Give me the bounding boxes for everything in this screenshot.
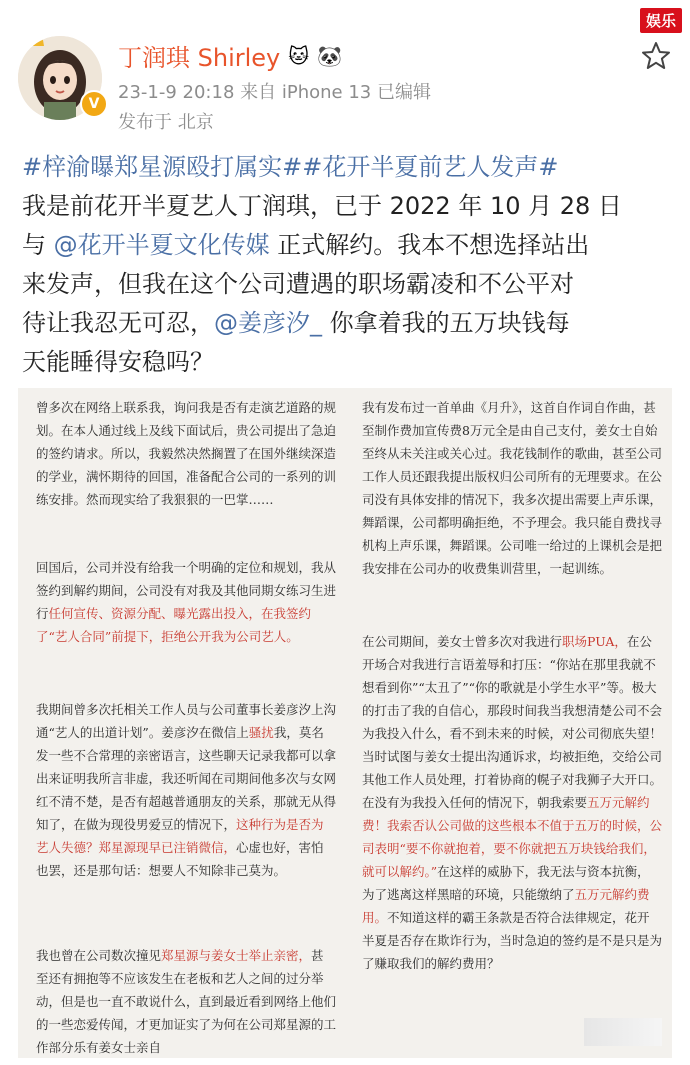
letter-paragraph (362, 396, 662, 580)
letter-highlight: 任何宣传、资源分配、曝光露出投入，在我签约了“艺人合同”前提下，拒绝公开我为公司艺人。 (36, 606, 312, 644)
letter-text: 我，莫名发一些不合常理的亲密语言，这些聊天记录我都可以拿出来证明我所言非虚，我还听闻在司期间他多次与女网红不清不楚，是否有超越普通朋友的关系，那就无从得知了，在做为现役男爱豆的情况下， (36, 725, 337, 832)
post-meta: 23-1-9 20:18 来自 iPhone 13 已编辑 (118, 82, 431, 103)
letter-text: 不知道这样的霸王条款是否符合法律规定，花开半夏是否存在欺诈行为，当时急迫的签约是不是只是为了赚取我们的解约费用？ (362, 910, 663, 971)
mention-link[interactable]: @姜彦汐_ (214, 309, 322, 337)
post-location: 发布于 北京 (118, 112, 214, 133)
letter-paragraph (36, 944, 336, 1058)
letter-text: 我也曾在公司数次撞见 (36, 948, 162, 963)
letter-text: 回国后，公司并没有给我一个明确的定位和规划，我从签约到解约期间，公司没有对我及其他同期女练习生进行 (36, 560, 337, 621)
letter-text: 我有发布过一首单曲《月升》，这首自作词自作曲，甚至制作费加宣传费8万元全是由自己支付，姜女士自始至终从未关注或关心过。我花钱制作的歌曲，甚至公司工作人员还跟我提出版权归公司所有的无理要求。在公司没有具体安排的情况下，我多次提出需要上声乐课，舞蹈课，公司都明确拒绝，不予理会。我只能自费找寻机构上声乐课，舞蹈课。公司唯一给过的上课机会是把我安排在公司办的收费集训营里，一起训练。 (362, 400, 663, 576)
hashtag-link[interactable]: #梓渝曝郑星源殴打属实##花开半夏前艺人发声# (22, 153, 559, 181)
post-text: 你拿着我的五万块钱每 (322, 309, 570, 337)
mention-link[interactable]: @花开半夏文化传媒 (53, 231, 270, 259)
channel-badge: 娱乐 (640, 8, 682, 33)
letter-paragraph (36, 698, 336, 882)
letter-text: 在公开场合对我进行言语羞辱和打压：“你站在那里我就不想看到你”“太丑了”“你的歌就是小学生水平”等。极大的打击了我的自信心，那段时间我当我想清楚公司不会为我投入什么，看不到未来的时候，对公司彻底失望！当时试图与姜女士提出沟通诉求，均被拒绝，交给公司其他工作人员处理，打着协商的幌子对我狮子大开口。在没有为我投入任何的情况下，朝我索要 (362, 634, 663, 810)
post-body (22, 148, 668, 382)
name-row (118, 38, 342, 73)
post-header (18, 28, 672, 138)
letter-paragraph (362, 630, 662, 975)
letter-text: 曾多次在网络上联系我，询问我是否有走演艺道路的规划。在本人通过线上及线下面试后，贵公司提出了急迫的签约请求。所以，我毅然决然搁置了在国外继续深造的学业，满怀期待的回国，准备配合公司的一系列的训练安排。然而现实给了我狠狠的一巴掌…… (36, 400, 337, 507)
letter-highlight: 五万元解约费！我索否认公司做的这些根本不值于五万的时候，公司表明“要不你就抱着，要不你就把五万块钱给我们，就可以解约。” (362, 795, 663, 879)
letter-highlight: 骚扰 (248, 725, 274, 740)
letter-highlight: 这种行为是否为艺人失德？郑星源现早已注销微信， (36, 817, 324, 855)
favorite-star-icon[interactable] (640, 40, 672, 72)
user-name[interactable]: 丁润琪 Shirley (118, 44, 281, 72)
post-line: 来发声，但我在这个公司遭遇的职场霸凌和不公平对 (22, 270, 574, 298)
letter-highlight: 郑星源与姜女士举止亲密， (161, 948, 312, 963)
letter-image[interactable] (18, 388, 672, 1058)
letter-highlight: 职场PUA， (562, 634, 627, 649)
post-text: 待让我忍无可忍， (22, 309, 214, 337)
letter-text: 我期间曾多次托相关工作人员与公司董事长姜彦汐上沟通“艺人的出道计划”。姜彦汐在微信上 (36, 702, 337, 740)
post-line (22, 226, 668, 265)
letter-text: 心虚也好，害怕也罢，还是那句话：想要人不知除非己莫为。 (36, 840, 324, 878)
post-line: 天能睡得安稳吗？ (22, 348, 214, 376)
post-line: 我是前花开半夏艺人丁润琪，已于 2022 年 10 月 28 日 (22, 192, 622, 220)
letter-text: 在这样的威胁下，我无法与资本抗衡，为了逃离这样黑暗的环境，只能缴纳了 (362, 864, 650, 902)
post-text: 与 (22, 231, 54, 259)
crown-icon (20, 36, 46, 48)
letter-paragraph (36, 396, 336, 511)
post-line (22, 304, 668, 343)
post-text: 正式解约。我本不想选择站出 (269, 231, 590, 259)
letter-text: 在公司期间，姜女士曾多次对我进行 (362, 634, 563, 649)
letter-highlight: 五万元解约费用。 (362, 887, 650, 925)
cat-emoji-icon: 🐱 (288, 43, 310, 68)
letter-paragraph (36, 556, 336, 648)
blurred-watermark (584, 1018, 662, 1046)
verified-badge-icon: V (80, 90, 108, 118)
panda-emoji-icon: 🐼 (317, 43, 343, 68)
letter-text: 甚至还有拥抱等不应该发生在老板和艺人之间的过分举动，但是也一直不敢说什么，直到最近看到网络上他们的一些恋爱传闻，才更加证实了为何在公司郑星源的工作部分乐有姜女士亲自 (36, 948, 337, 1055)
